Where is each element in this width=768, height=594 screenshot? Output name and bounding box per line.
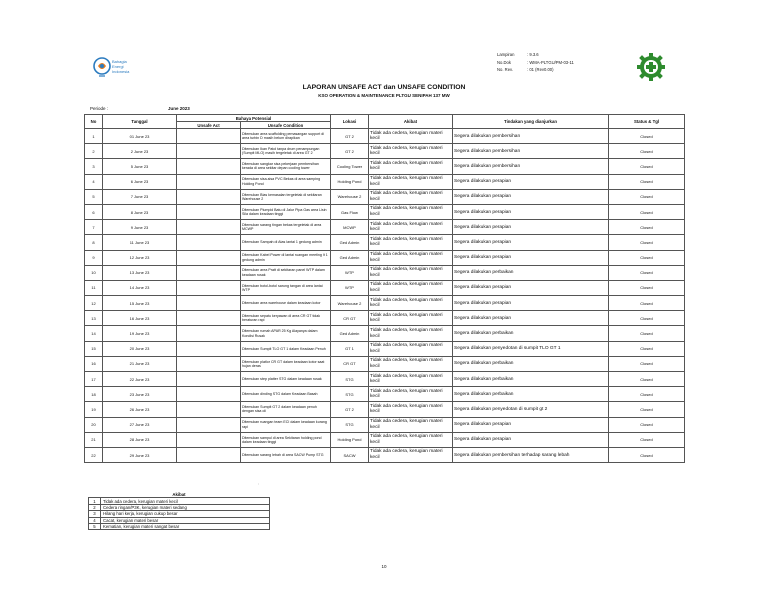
- cell-unsafe-condition: Ditemukan Sumpit TLO GT 1 dalam Keadaan Penuh: [241, 341, 331, 356]
- cell-tanggal: 2 June 23: [103, 144, 177, 159]
- cell-status: Closed: [609, 311, 685, 326]
- header-lokasi: Lokasi: [331, 115, 369, 129]
- cell-unsafe-act: [177, 220, 241, 235]
- docinfo-value: : 9.3.6: [527, 52, 539, 57]
- cell-unsafe-act: [177, 372, 241, 387]
- legend-number: 5: [89, 523, 101, 529]
- cell-status: Closed: [609, 265, 685, 280]
- cell-tanggal: 16 June 23: [103, 311, 177, 326]
- cell-tindakan: Segera dilakukan perapian: [453, 204, 609, 219]
- cell-no: 12: [85, 296, 103, 311]
- cell-unsafe-act: [177, 356, 241, 371]
- cell-unsafe-condition: Ditemukan rumah APAR 25 Kg Alayanya dalam Kondisi Rusak: [241, 326, 331, 341]
- cell-lokasi: GT 2: [331, 144, 369, 159]
- cell-tanggal: 12 June 23: [103, 250, 177, 265]
- cell-unsafe-act: [177, 341, 241, 356]
- table-row: [85, 311, 685, 326]
- legend-text: Kematian, kerugian materi sangat besar: [101, 523, 270, 529]
- report-title: LAPORAN UNSAFE ACT dan UNSAFE CONDITION: [302, 84, 466, 91]
- cell-unsafe-condition: Ditemukan area warehouse dalam keadaan kotor: [241, 296, 331, 311]
- cell-lokasi: Ged Admin: [331, 235, 369, 250]
- table-row: [85, 356, 685, 371]
- cell-tanggal: 14 June 23: [103, 280, 177, 295]
- cell-status: Closed: [609, 280, 685, 295]
- cell-tanggal: 11 June 23: [103, 235, 177, 250]
- k3-safety-logo: [636, 52, 666, 82]
- cell-tindakan: Segera dilakukan perapian: [453, 296, 609, 311]
- cell-tindakan: Segera dilakukan pembersihan: [453, 159, 609, 174]
- cell-lokasi: Warehouse 2: [331, 189, 369, 204]
- logo-text: Indonesia: [112, 69, 130, 74]
- cell-lokasi: CR GT: [331, 311, 369, 326]
- cell-lokasi: WTP: [331, 280, 369, 295]
- cell-lokasi: GT 1: [331, 341, 369, 356]
- cell-akibat: Tidak ada cedera, kerugian materi kecil: [369, 417, 453, 432]
- cell-no: 6: [85, 204, 103, 219]
- cell-tindakan: Segera dilakukan perapian: [453, 235, 609, 250]
- table-row: [85, 402, 685, 417]
- cell-tanggal: 15 June 23: [103, 296, 177, 311]
- cell-tindakan: Segera dilakukan perapian: [453, 189, 609, 204]
- header-tindakan: Tindakan yang dianjurkan: [453, 115, 609, 129]
- cell-akibat: Tidak ada cedera, kerugian materi kecil: [369, 432, 453, 447]
- cell-lokasi: GT 2: [331, 129, 369, 144]
- cell-status: Closed: [609, 204, 685, 219]
- cell-unsafe-condition: Ditemukan sisa-sisa PVC Bekas di area samping Holding Pond: [241, 174, 331, 189]
- legend-number: 3: [89, 511, 101, 517]
- table-row: [85, 144, 685, 159]
- docinfo-key: No. Rev.: [497, 67, 513, 72]
- cell-tindakan: Segera dilakukan perapian: [453, 250, 609, 265]
- cell-tanggal: 27 June 23: [103, 417, 177, 432]
- cell-akibat: Tidak ada cedera, kerugian materi kecil: [369, 144, 453, 159]
- cell-no: 13: [85, 311, 103, 326]
- cell-status: Closed: [609, 220, 685, 235]
- cell-akibat: Tidak ada cedera, kerugian materi kecil: [369, 235, 453, 250]
- cell-status: Closed: [609, 447, 685, 462]
- cell-unsafe-condition: Ditemukan Sampah di Atas lantai 1 gedung admin: [241, 235, 331, 250]
- cell-status: Closed: [609, 402, 685, 417]
- cell-unsafe-condition: Ditemukan area scaffolding pemasangan support di area turbin D masih belum dirapikan: [241, 129, 331, 144]
- cell-unsafe-condition: Ditemukan botol-botol sarung tangan di area lantai WTP: [241, 280, 331, 295]
- logo-text: Bahagia: [112, 59, 127, 64]
- table-row: [85, 235, 685, 250]
- cell-tanggal: 5 June 23: [103, 159, 177, 174]
- cell-unsafe-act: [177, 129, 241, 144]
- cell-no: 4: [85, 174, 103, 189]
- company-logo: [92, 54, 132, 80]
- cell-tindakan: Segera dilakukan pembersihan terhadap sarang lebah: [453, 447, 609, 462]
- cell-akibat: Tidak ada cedera, kerugian materi kecil: [369, 250, 453, 265]
- cell-unsafe-act: [177, 144, 241, 159]
- cell-unsafe-condition: Ditemukan dinding STG dalam Keadaan Basah: [241, 387, 331, 402]
- cell-no: 20: [85, 417, 103, 432]
- period-label: Periode :: [90, 106, 109, 111]
- cell-no: 5: [85, 189, 103, 204]
- cell-no: 10: [85, 265, 103, 280]
- cell-unsafe-condition: Ditemukan area Pratt di sekitaran panel WTP dalam keadaan rusak: [241, 265, 331, 280]
- header-unsafe-condition: Unsafe Condition: [241, 122, 331, 129]
- cell-akibat: Tidak ada cedera, kerugian materi kecil: [369, 296, 453, 311]
- cell-unsafe-act: [177, 250, 241, 265]
- table-row: [85, 372, 685, 387]
- cell-akibat: Tidak ada cedera, kerugian materi kecil: [369, 447, 453, 462]
- cell-unsafe-act: [177, 417, 241, 432]
- cell-status: Closed: [609, 326, 685, 341]
- cell-lokasi: STG: [331, 372, 369, 387]
- cell-status: Closed: [609, 432, 685, 447]
- cell-unsafe-condition: Ditemukan sepatu keryawan di area CR GT tidak beraturan rapi: [241, 311, 331, 326]
- cell-no: 19: [85, 402, 103, 417]
- cell-no: 2: [85, 144, 103, 159]
- cell-no: 9: [85, 250, 103, 265]
- cell-tindakan: Segera dilakukan perapian: [453, 311, 609, 326]
- cell-lokasi: Warehouse 2: [331, 296, 369, 311]
- cell-status: Closed: [609, 387, 685, 402]
- table-row: [85, 265, 685, 280]
- header-unsafe-act: Unsafe Act: [177, 122, 241, 129]
- cell-status: Closed: [609, 144, 685, 159]
- cell-unsafe-condition: Ditemukan sampul di area Sekitaran holding pond dalam keadaan tinggi: [241, 432, 331, 447]
- cell-tindakan: Segera dilakukan perbaikan: [453, 372, 609, 387]
- cell-lokasi: STG: [331, 417, 369, 432]
- legend-text: Cedera ringan/P3K, kerugian materi sedang: [101, 504, 270, 510]
- cell-tanggal: 8 June 23: [103, 204, 177, 219]
- cell-tindakan: Segera dilakukan perapian: [453, 174, 609, 189]
- header-tanggal: Tanggal: [103, 115, 177, 129]
- cell-status: Closed: [609, 129, 685, 144]
- cell-no: 1: [85, 129, 103, 144]
- cell-tanggal: 23 June 23: [103, 387, 177, 402]
- cell-akibat: Tidak ada cedera, kerugian materi kecil: [369, 204, 453, 219]
- header-akibat: Akibat: [369, 115, 453, 129]
- document-info: [497, 51, 574, 74]
- table-row: [85, 296, 685, 311]
- page-number: 10: [381, 564, 387, 569]
- cell-status: Closed: [609, 159, 685, 174]
- cell-status: Closed: [609, 372, 685, 387]
- cell-akibat: Tidak ada cedera, kerugian materi kecil: [369, 402, 453, 417]
- cell-unsafe-act: [177, 432, 241, 447]
- table-row: [85, 250, 685, 265]
- cell-tanggal: 19 June 23: [103, 326, 177, 341]
- cell-unsafe-condition: Ditemukan Bias kemasalan tergeletak di sekitaran Warehouse 2: [241, 189, 331, 204]
- cell-status: Closed: [609, 341, 685, 356]
- table-row: [85, 220, 685, 235]
- cell-tanggal: 7 June 23: [103, 189, 177, 204]
- cell-akibat: Tidak ada cedera, kerugian materi kecil: [369, 326, 453, 341]
- header-bahaya-potensial: Bahaya Potensial: [177, 115, 331, 122]
- cell-tanggal: 9 June 23: [103, 220, 177, 235]
- cell-tindakan: Segera dilakukan perapian: [453, 417, 609, 432]
- cell-lokasi: Holding Pond: [331, 174, 369, 189]
- cell-unsafe-condition: Ditemukan Ikan Patol tanpa drum penampungan (Sumpit MLO) masih tergeletak di area GT 2: [241, 144, 331, 159]
- cell-no: 14: [85, 326, 103, 341]
- period: [90, 106, 190, 111]
- cell-unsafe-act: [177, 311, 241, 326]
- cell-tindakan: Segera dilakukan perapian: [453, 280, 609, 295]
- cell-unsafe-condition: Ditemukan sarang lebah di area SACW Pump STG: [241, 447, 331, 462]
- cell-unsafe-condition: Ditemukan platlor CR GT dalam keadaan kotor saat hujan deras: [241, 356, 331, 371]
- table-row: [85, 341, 685, 356]
- table-row: [85, 447, 685, 462]
- cell-unsafe-condition: Ditemukan sangkar sisa pekerjaan pembersihan kerada di area sekitar depan cooling tower: [241, 159, 331, 174]
- cell-akibat: Tidak ada cedera, kerugian materi kecil: [369, 341, 453, 356]
- cell-akibat: Tidak ada cedera, kerugian materi kecil: [369, 311, 453, 326]
- cell-tindakan: Segera dilakukan perbaikan: [453, 356, 609, 371]
- cell-unsafe-condition: Ditemukan ruangan team ECI dalam keadaan kurang rapi: [241, 417, 331, 432]
- cell-tanggal: 29 June 23: [103, 447, 177, 462]
- cell-no: 22: [85, 447, 103, 462]
- cell-unsafe-act: [177, 387, 241, 402]
- cell-tindakan: Segera dilakukan perapian: [453, 432, 609, 447]
- docinfo-key: Lampiran: [497, 52, 515, 57]
- cell-unsafe-act: [177, 204, 241, 219]
- cell-no: 16: [85, 356, 103, 371]
- akibat-legend-table: [88, 492, 270, 530]
- cell-akibat: Tidak ada cedera, kerugian materi kecil: [369, 174, 453, 189]
- cell-tindakan: Segera dilakukan pembersihan: [453, 129, 609, 144]
- legend-text: Tidak ada cedera, kerugian materi kecil: [101, 498, 270, 504]
- cell-unsafe-condition: Ditemukan Kabel Power di lantai ruangan meeting lt 1 gedung admin: [241, 250, 331, 265]
- period-value: June 2023: [168, 106, 190, 111]
- cell-no: 21: [85, 432, 103, 447]
- table-row: [85, 432, 685, 447]
- cell-unsafe-act: [177, 174, 241, 189]
- report-subtitle: KSO OPERATION & MAINTENANCE PLTGU SENIPAH 137 MW: [318, 93, 450, 98]
- cell-tindakan: Segera dilakukan perbaikan: [453, 326, 609, 341]
- cell-status: Closed: [609, 235, 685, 250]
- cell-tanggal: 01 June 23: [103, 129, 177, 144]
- cell-unsafe-act: [177, 159, 241, 174]
- cell-no: 7: [85, 220, 103, 235]
- cell-unsafe-act: [177, 296, 241, 311]
- cell-tanggal: 13 June 23: [103, 265, 177, 280]
- legend-text: Hilang hari kerja, kerugian cukup besar: [101, 511, 270, 517]
- cell-unsafe-act: [177, 447, 241, 462]
- docinfo-row: [497, 66, 574, 74]
- cell-akibat: Tidak ada cedera, kerugian materi kecil: [369, 159, 453, 174]
- cell-tindakan: Segera dilakukan perapian: [453, 220, 609, 235]
- cell-no: 3: [85, 159, 103, 174]
- legend-row: [89, 523, 270, 529]
- cell-unsafe-condition: Ditemukan Plumpid Batu di Jalur Pipa Gas area Lisin Sila dalam keadaan tinggi: [241, 204, 331, 219]
- cell-tindakan: Segera dilakukan pembersihan: [453, 144, 609, 159]
- table-row: [85, 189, 685, 204]
- cell-tanggal: 6 June 23: [103, 174, 177, 189]
- cell-lokasi: Ged Admin: [331, 326, 369, 341]
- cell-akibat: Tidak ada cedera, kerugian materi kecil: [369, 265, 453, 280]
- cell-unsafe-act: [177, 280, 241, 295]
- docinfo-row: [497, 51, 574, 59]
- legend-number: 2: [89, 504, 101, 510]
- cell-no: 18: [85, 387, 103, 402]
- cell-lokasi: GT 2: [331, 402, 369, 417]
- cell-no: 8: [85, 235, 103, 250]
- cell-tanggal: 26 June 23: [103, 402, 177, 417]
- docinfo-value: : WMA-PLTGU/PM-03-11: [527, 59, 574, 65]
- table-row: [85, 326, 685, 341]
- cell-lokasi: WTP: [331, 265, 369, 280]
- cell-lokasi: SACW: [331, 447, 369, 462]
- cell-status: Closed: [609, 189, 685, 204]
- legend-number: 1: [89, 498, 101, 504]
- docinfo-value: : 01 (Rev0.00): [527, 67, 554, 72]
- cell-akibat: Tidak ada cedera, kerugian materi kecil: [369, 356, 453, 371]
- docinfo-key: No.Dok: [497, 59, 511, 65]
- cell-lokasi: STG: [331, 387, 369, 402]
- legend-text: Cacat, kerugian materi besar: [101, 517, 270, 523]
- header-no: No: [85, 115, 103, 129]
- cell-unsafe-act: [177, 265, 241, 280]
- cell-status: Closed: [609, 250, 685, 265]
- header-status: Status & Tgl: [609, 115, 685, 129]
- cell-lokasi: Ged Admin: [331, 250, 369, 265]
- cell-no: 17: [85, 372, 103, 387]
- table-row: [85, 204, 685, 219]
- cell-tanggal: 20 June 23: [103, 341, 177, 356]
- unsafe-report-table: [84, 114, 685, 463]
- logo-text: Energi: [112, 64, 124, 69]
- cell-tanggal: 28 June 23: [103, 432, 177, 447]
- cell-no: 11: [85, 280, 103, 295]
- cell-tindakan: Segera dilakukan perbaikan: [453, 265, 609, 280]
- table-row: [85, 174, 685, 189]
- cell-unsafe-act: [177, 402, 241, 417]
- cell-tanggal: 21 June 23: [103, 356, 177, 371]
- cell-tindakan: Segera dilakukan penyedotan di sumpit TLO GT 1: [453, 341, 609, 356]
- cell-unsafe-act: [177, 326, 241, 341]
- cell-no: 15: [85, 341, 103, 356]
- cell-status: Closed: [609, 417, 685, 432]
- cell-unsafe-condition: Ditemukan sarang tingan bekas tergeletak di area MCWP: [241, 220, 331, 235]
- cell-lokasi: Cooling Tower: [331, 159, 369, 174]
- cell-tindakan: Segera dilakukan penyedotan di sumpit gt 2: [453, 402, 609, 417]
- table-row: [85, 280, 685, 295]
- cell-akibat: Tidak ada cedera, kerugian materi kecil: [369, 189, 453, 204]
- cell-tindakan: Segera dilakukan perbaikan: [453, 387, 609, 402]
- cell-unsafe-act: [177, 189, 241, 204]
- table-row: [85, 129, 685, 144]
- table-row: [85, 159, 685, 174]
- cell-status: Closed: [609, 174, 685, 189]
- cell-unsafe-condition: Ditemukan Sumpit GT 2 dalam keadaan penuh dengan sisa oli: [241, 402, 331, 417]
- cell-unsafe-condition: Ditemukan step platter STG dalam keadaan rusak: [241, 372, 331, 387]
- cell-akibat: Tidak ada cedera, kerugian materi kecil: [369, 220, 453, 235]
- table-row: [85, 417, 685, 432]
- cell-lokasi: Holding Pond: [331, 432, 369, 447]
- cell-unsafe-act: [177, 235, 241, 250]
- cell-lokasi: Gas Flow: [331, 204, 369, 219]
- cell-status: Closed: [609, 356, 685, 371]
- cell-tanggal: 22 June 23: [103, 372, 177, 387]
- cell-marker: :: [258, 481, 260, 486]
- cell-akibat: Tidak ada cedera, kerugian materi kecil: [369, 129, 453, 144]
- legend-number: 4: [89, 517, 101, 523]
- cell-akibat: Tidak ada cedera, kerugian materi kecil: [369, 280, 453, 295]
- table-row: [85, 387, 685, 402]
- cell-status: Closed: [609, 296, 685, 311]
- docinfo-row: [497, 59, 574, 67]
- cell-lokasi: MCWP: [331, 220, 369, 235]
- legend-title: Akibat: [172, 492, 186, 498]
- cell-akibat: Tidak ada cedera, kerugian materi kecil: [369, 372, 453, 387]
- cell-akibat: Tidak ada cedera, kerugian materi kecil: [369, 387, 453, 402]
- cell-lokasi: CR GT: [331, 356, 369, 371]
